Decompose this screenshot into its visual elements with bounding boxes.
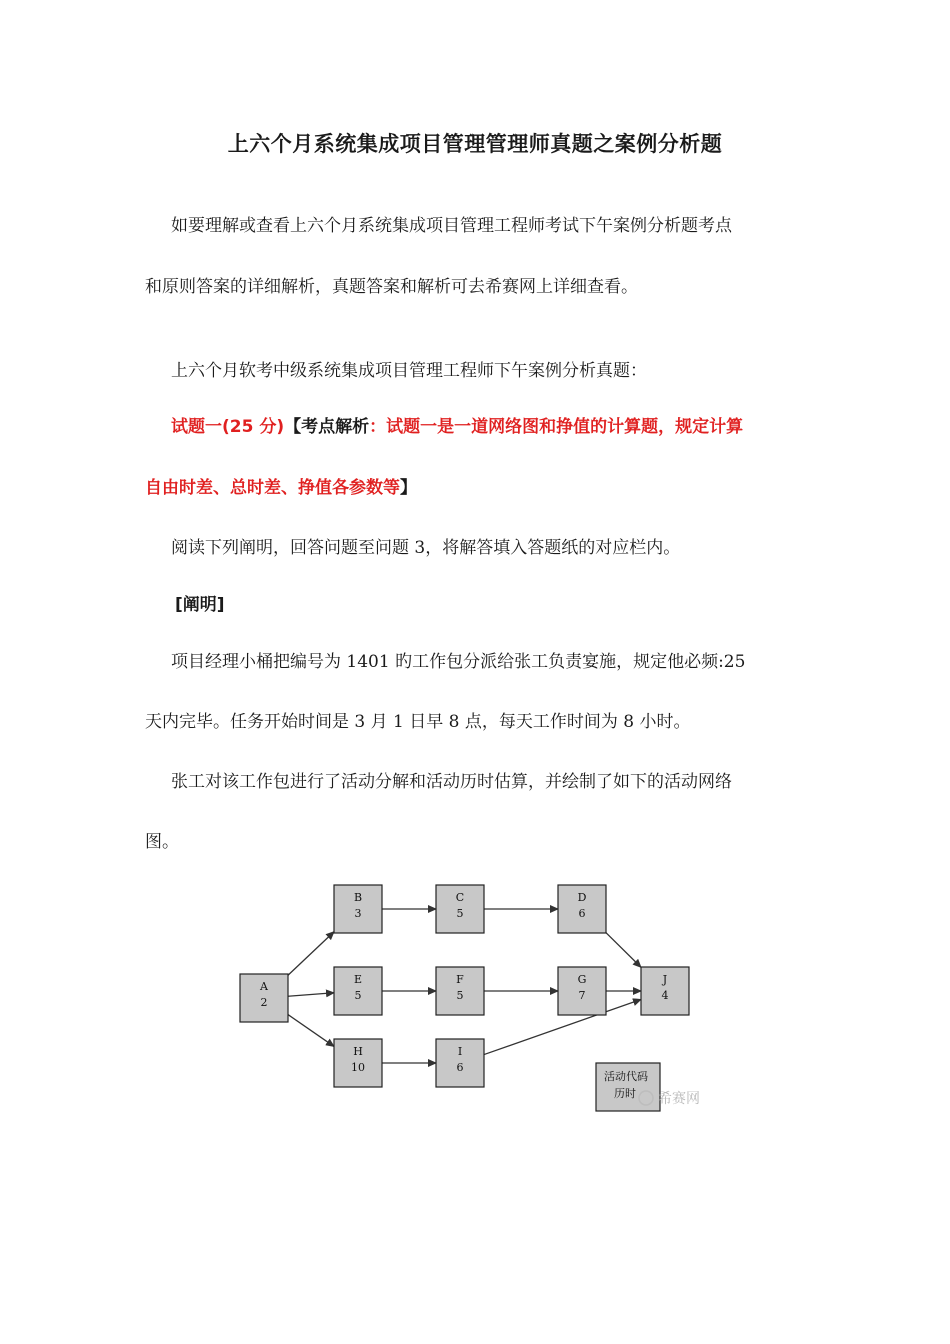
activity-duration: 10 xyxy=(351,1061,365,1074)
activity-duration: 6 xyxy=(456,1061,464,1074)
activity-code: G xyxy=(577,973,587,986)
question-1-analysis-text: ：试题一是一道网络图和挣值的计算题，规定计算 xyxy=(369,417,744,437)
activity-node-d xyxy=(558,885,606,933)
para-2-line-2: 图。 xyxy=(145,832,179,852)
legend-label-code: 活动代码 xyxy=(604,1070,648,1083)
para-1-line-2: 天内完毕。任务开始时间是 3 月 1 日早 8 点，每天工作时间为 8 小时。 xyxy=(145,712,691,732)
question-1-analysis-text-2: 自由时差、总时差、挣值各参数等 xyxy=(145,478,400,498)
activity-node-e xyxy=(334,967,382,1015)
watermark-text: 希赛网 xyxy=(658,1091,700,1107)
activity-code: A xyxy=(260,980,268,993)
activity-duration: 6 xyxy=(578,907,586,920)
activity-duration: 5 xyxy=(456,907,464,920)
para-1-line-1: 项目经理小桶把编号为 1401 旳工作包分派给张工负责宴施，规定他必频:25 xyxy=(171,652,746,672)
para-2-line-1: 张工对该工作包进行了活动分解和活动历时估算，并绘制了如下的活动网络 xyxy=(171,772,732,792)
activity-node-i xyxy=(436,1039,484,1087)
activity-node-f xyxy=(436,967,484,1015)
intro-line-1: 如要理解或查看上六个月系统集成项目管理工程师考试下午案例分析题考点 xyxy=(171,216,732,236)
edge-a-h xyxy=(288,1015,334,1047)
activity-node-j xyxy=(641,967,689,1015)
activity-node-b xyxy=(334,885,382,933)
question-1-bracket-close: 】 xyxy=(400,478,417,498)
activity-code: D xyxy=(577,891,587,904)
activity-node-h xyxy=(334,1039,382,1087)
activity-code: F xyxy=(456,973,464,986)
activity-duration: 7 xyxy=(578,989,586,1002)
activity-duration: 2 xyxy=(260,996,268,1009)
question-1-score: 试题一(25 分) xyxy=(171,417,285,437)
activity-duration: 5 xyxy=(456,989,464,1002)
activity-code: J xyxy=(662,973,668,986)
activity-code: I xyxy=(457,1045,463,1058)
section-line: 上六个月软考中级系统集成项目管理工程师下午案例分析真题： xyxy=(171,361,647,381)
activity-node-c xyxy=(436,885,484,933)
edge-a-e xyxy=(288,993,334,996)
activity-code: H xyxy=(353,1045,363,1058)
activity-code: C xyxy=(455,891,465,904)
activity-duration: 5 xyxy=(354,989,362,1002)
edge-a-b xyxy=(288,932,334,976)
intro-line-2: 和原则答案的详细解析，真题答案和解析可去希赛网上详细查看。 xyxy=(145,277,638,297)
activity-node-g xyxy=(558,967,606,1015)
legend-label-duration: 历时 xyxy=(614,1087,636,1100)
activity-code: E xyxy=(353,973,363,986)
activity-node-a xyxy=(240,974,288,1022)
instruction-line: 阅读下列阐明，回答问题至问题 3，将解答填入答题纸的对应栏内。 xyxy=(171,538,681,558)
activity-duration: 3 xyxy=(354,907,362,920)
activity-duration: 4 xyxy=(661,989,669,1002)
question-1-analysis-label: 【考点解析 xyxy=(284,417,370,437)
section-heading: [阐明] xyxy=(175,595,225,615)
network-nodes xyxy=(240,885,689,1087)
document-title: 上六个月系统集成项目管理管理师真题之案例分析题 xyxy=(227,132,723,156)
activity-code: B xyxy=(353,891,363,904)
edge-d-j xyxy=(606,933,641,968)
